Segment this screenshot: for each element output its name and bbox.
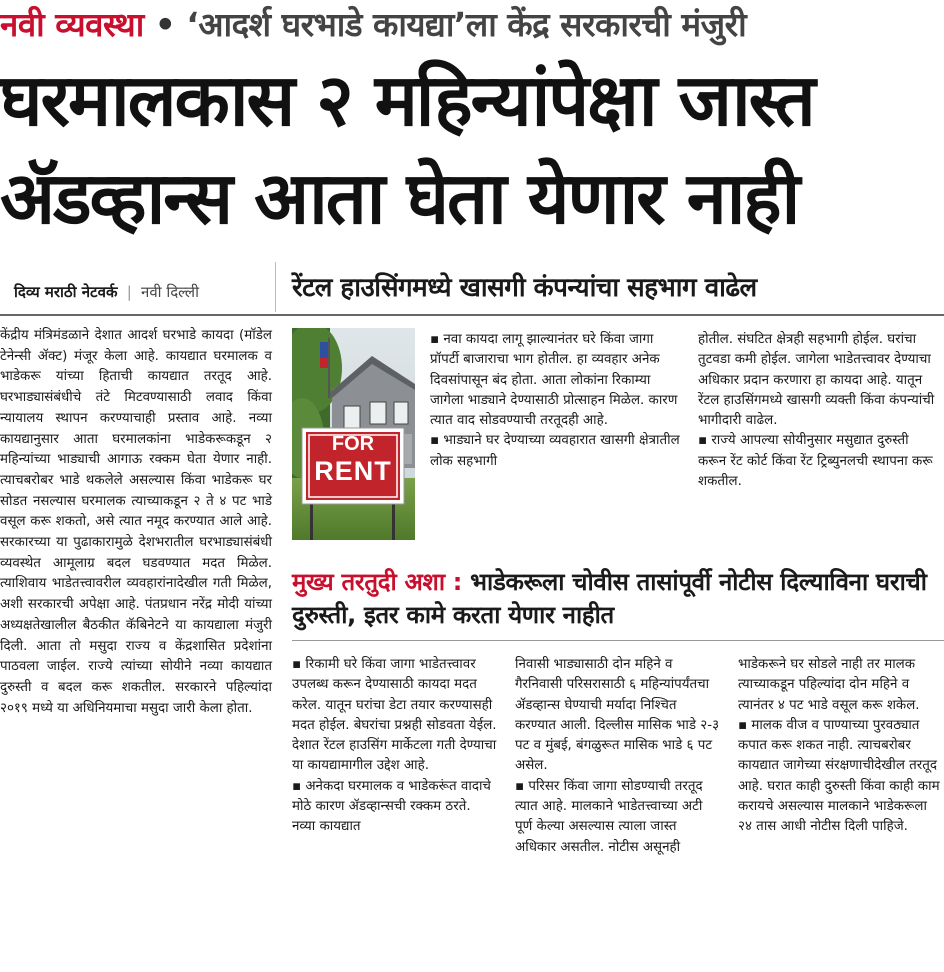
- kicker-text: ‘आदर्श घरभाडे कायद्या’ला केंद्र सरकारची मंजुरी: [186, 5, 747, 44]
- byline: [14, 282, 199, 302]
- byline-place: नवी दिल्ली: [141, 283, 199, 301]
- upper-col2-para-1: होतील. संघटित क्षेत्रही सहभागी होईल. घरांचा तुटवडा कमी होईल. जागेला भाडेतत्त्वावर देण्याचा अधिकार प्रदान करणारा हा कायदा आहे. यातून रेंटल हाउसिंगमध्ये खासगी व्यक्ती किंवा कंपन्यांची भागीदारी वाढेल.: [698, 332, 935, 429]
- upper-col1-para-1: ▪ नवा कायदा लागू झाल्यानंतर घरे किंवा जागा प्रॉपर्टी बाजाराचा भाग होतील. हा व्यवहार अनेक दिवसांपासून बंद होता. आता लोकांना रिकाम्या जागेला भाड्याने देण्यासाठी प्रोत्साहन मिळेल. कारण त्यात वाद सोडवण्याची तरतूदही आहे.: [430, 332, 678, 429]
- lower-col3-para-2: ▪ मालक वीज व पाण्याच्या पुरवठ्यात कपात करू शकत नाही. त्याचबरोबर कायद्यात जागेच्या संरक्षणाचीदेखील तरतूद आहे. घरात काही दुरुस्ती किंवा काही काम करायचे असल्यास मालकाने भाडेकरूला २४ तास आधी नोटीस दिली पाहिजे.: [738, 717, 940, 835]
- headline-line-2: ॲडव्हान्स आता घेता येणार नाही: [0, 156, 799, 240]
- kicker-line: [0, 2, 944, 48]
- byline-source: दिव्य मराठी नेटवर्क: [14, 283, 118, 301]
- upper-column-2: [698, 330, 940, 492]
- kicker-label: नवी व्यवस्था: [0, 5, 144, 44]
- key-provisions-title: भाडेकरूला चोवीस तासांपूर्वी नोटीस दिल्याविना घराची दुरुस्ती, इतर कामे करता येणार नाहीत: [292, 568, 927, 629]
- upper-column-1: [430, 330, 680, 472]
- lower-col3-para-1: भाडेकरूने घर सोडले नाही तर मालक त्याच्याकडून पहिल्यांदा दोन महिने व त्यानंतर ४ पट भाडे वसूल करू शकेल.: [738, 657, 920, 713]
- key-provisions-heading: [292, 566, 944, 632]
- kicker-dot: •: [154, 5, 176, 44]
- lower-column-1: [292, 655, 498, 838]
- key-provisions-label: मुख्य तरतुदी अशा :: [292, 568, 463, 596]
- section-rule: [292, 640, 944, 641]
- headline-line-1: घरमालकास २ महिन्यांपेक्षा जास्त: [0, 58, 814, 142]
- byline-separator: |: [126, 283, 132, 301]
- main-body-column: [0, 326, 272, 719]
- for-rent-photo: [292, 328, 415, 540]
- lower-col1-para-2: ▪ अनेकदा घरमालक व भाडेकरूंत वादाचे मोठे कारण ॲडव्हान्सची रक्कम ठरते. नव्या कायद्यात: [292, 778, 491, 835]
- subhead: रेंटल हाउसिंगमध्ये खासगी कंपन्यांचा सहभाग वाढेल: [292, 273, 757, 303]
- lower-column-3: [738, 655, 942, 838]
- lower-column-2: [515, 655, 720, 858]
- sign-text-for: FOR: [331, 433, 375, 455]
- lower-col2-para-2: ▪ परिसर किंवा जागा सोडण्याची तरतूद त्यात आहे. मालकाने भाडेतत्त्वाच्या अटी पूर्ण केल्या असल्यास त्याला जास्त अधिकार असतील. नोटीस असूनही: [515, 778, 703, 855]
- sign-text-rent: RENT: [314, 456, 392, 486]
- lower-col2-para-1: निवासी भाड्यासाठी दोन महिने व गैरनिवासी परिसरासाठी ६ महिन्यांपर्यंतचा ॲडव्हान्स घेण्याची मर्यादा निश्चित करण्यात आली. दिल्लीस मासिक भाडे २-३ पट व मुंबई, बंगळुरूत मासिक भाडे ६ पट असेल.: [515, 657, 720, 774]
- main-body-text: केंद्रीय मंत्रिमंडळाने देशात आदर्श घरभाडे कायदा (मॉडेल टेनेन्सी ॲक्ट) मंजूर केला आहे. कायद्यात घरमालक व भाडेकरू यांच्या हिताची कायद्यात तरतूद आहे. घरभाड्यासंबंधीचे तंटे मिटवण्यासाठी लवाद किंवा न्यायालय स्थापन करण्याचाही प्रस्ताव आहे. नव्या कायद्यानुसार आता घरमालकांना भाडेकरूकडून २ महिन्यांच्या भाड्याची आगाऊ रक्कम घेता येणार नाही. त्याचबरोबर भाडे थकलेले असल्यास किंवा भाडेकरू घर सोडत नसल्यास घरमालक त्याच्याकडून २ ते ४ पट भाडे वसूल करू शकतो, असे त्यात नमूद करण्यात आले आहे. सरकारच्या या पुढाकारामुळे देशभरातील घरभाड्यासंबंधी व्यवस्थेत आमूलाग्र बदल घडवण्यात मदत मिळेल. त्याशिवाय भाडेतत्त्वावरील व्यवहारांनादेखील गती मिळेल, अशी सरकारची अपेक्षा आहे. पंतप्रधान नरेंद्र मोदी यांच्या अध्यक्षतेखालील बैठकीत कॅबिनेटने या कायद्याला मंजुरी दिली. आता तो मसुदा राज्य व केंद्रशासित प्रदेशांना पाठवला जाईल. राज्ये त्यांच्या सोयीने नव्या कायद्यात दुरुस्ती व बदल करू शकतील. सरकारने पहिल्यांदा २०१९ मध्ये या अधिनियमाचा मसुदा जारी केला होता.: [0, 328, 272, 716]
- subhead-rule: [0, 314, 944, 316]
- upper-col1-para-2: ▪ भाड्याने घर देण्याच्या व्यवहारात खासगी क्षेत्रातील लोक सहभागी: [430, 433, 680, 469]
- byline-divider: [275, 262, 276, 312]
- upper-col2-para-2: ▪ राज्ये आपल्या सोयीनुसार मसुद्यात दुरुस्ती करून रेंट कोर्ट किंवा रेंट ट्रिब्युनलची स्थापना करू शकतील.: [698, 433, 933, 490]
- lower-col1-para-1: ▪ रिकामी घरे किंवा जागा भाडेतत्त्वावर उपलब्ध करून देण्यासाठी कायदा मदत करेल. यातून घरांचा डेटा तयार करण्यासही मदत होईल. बेघरांचा प्रश्नही सोडवता येईल. देशात रेंटल हाउसिंग मार्केटला गती देण्याचा या कायद्यामागील उद्देश आहे.: [292, 657, 497, 774]
